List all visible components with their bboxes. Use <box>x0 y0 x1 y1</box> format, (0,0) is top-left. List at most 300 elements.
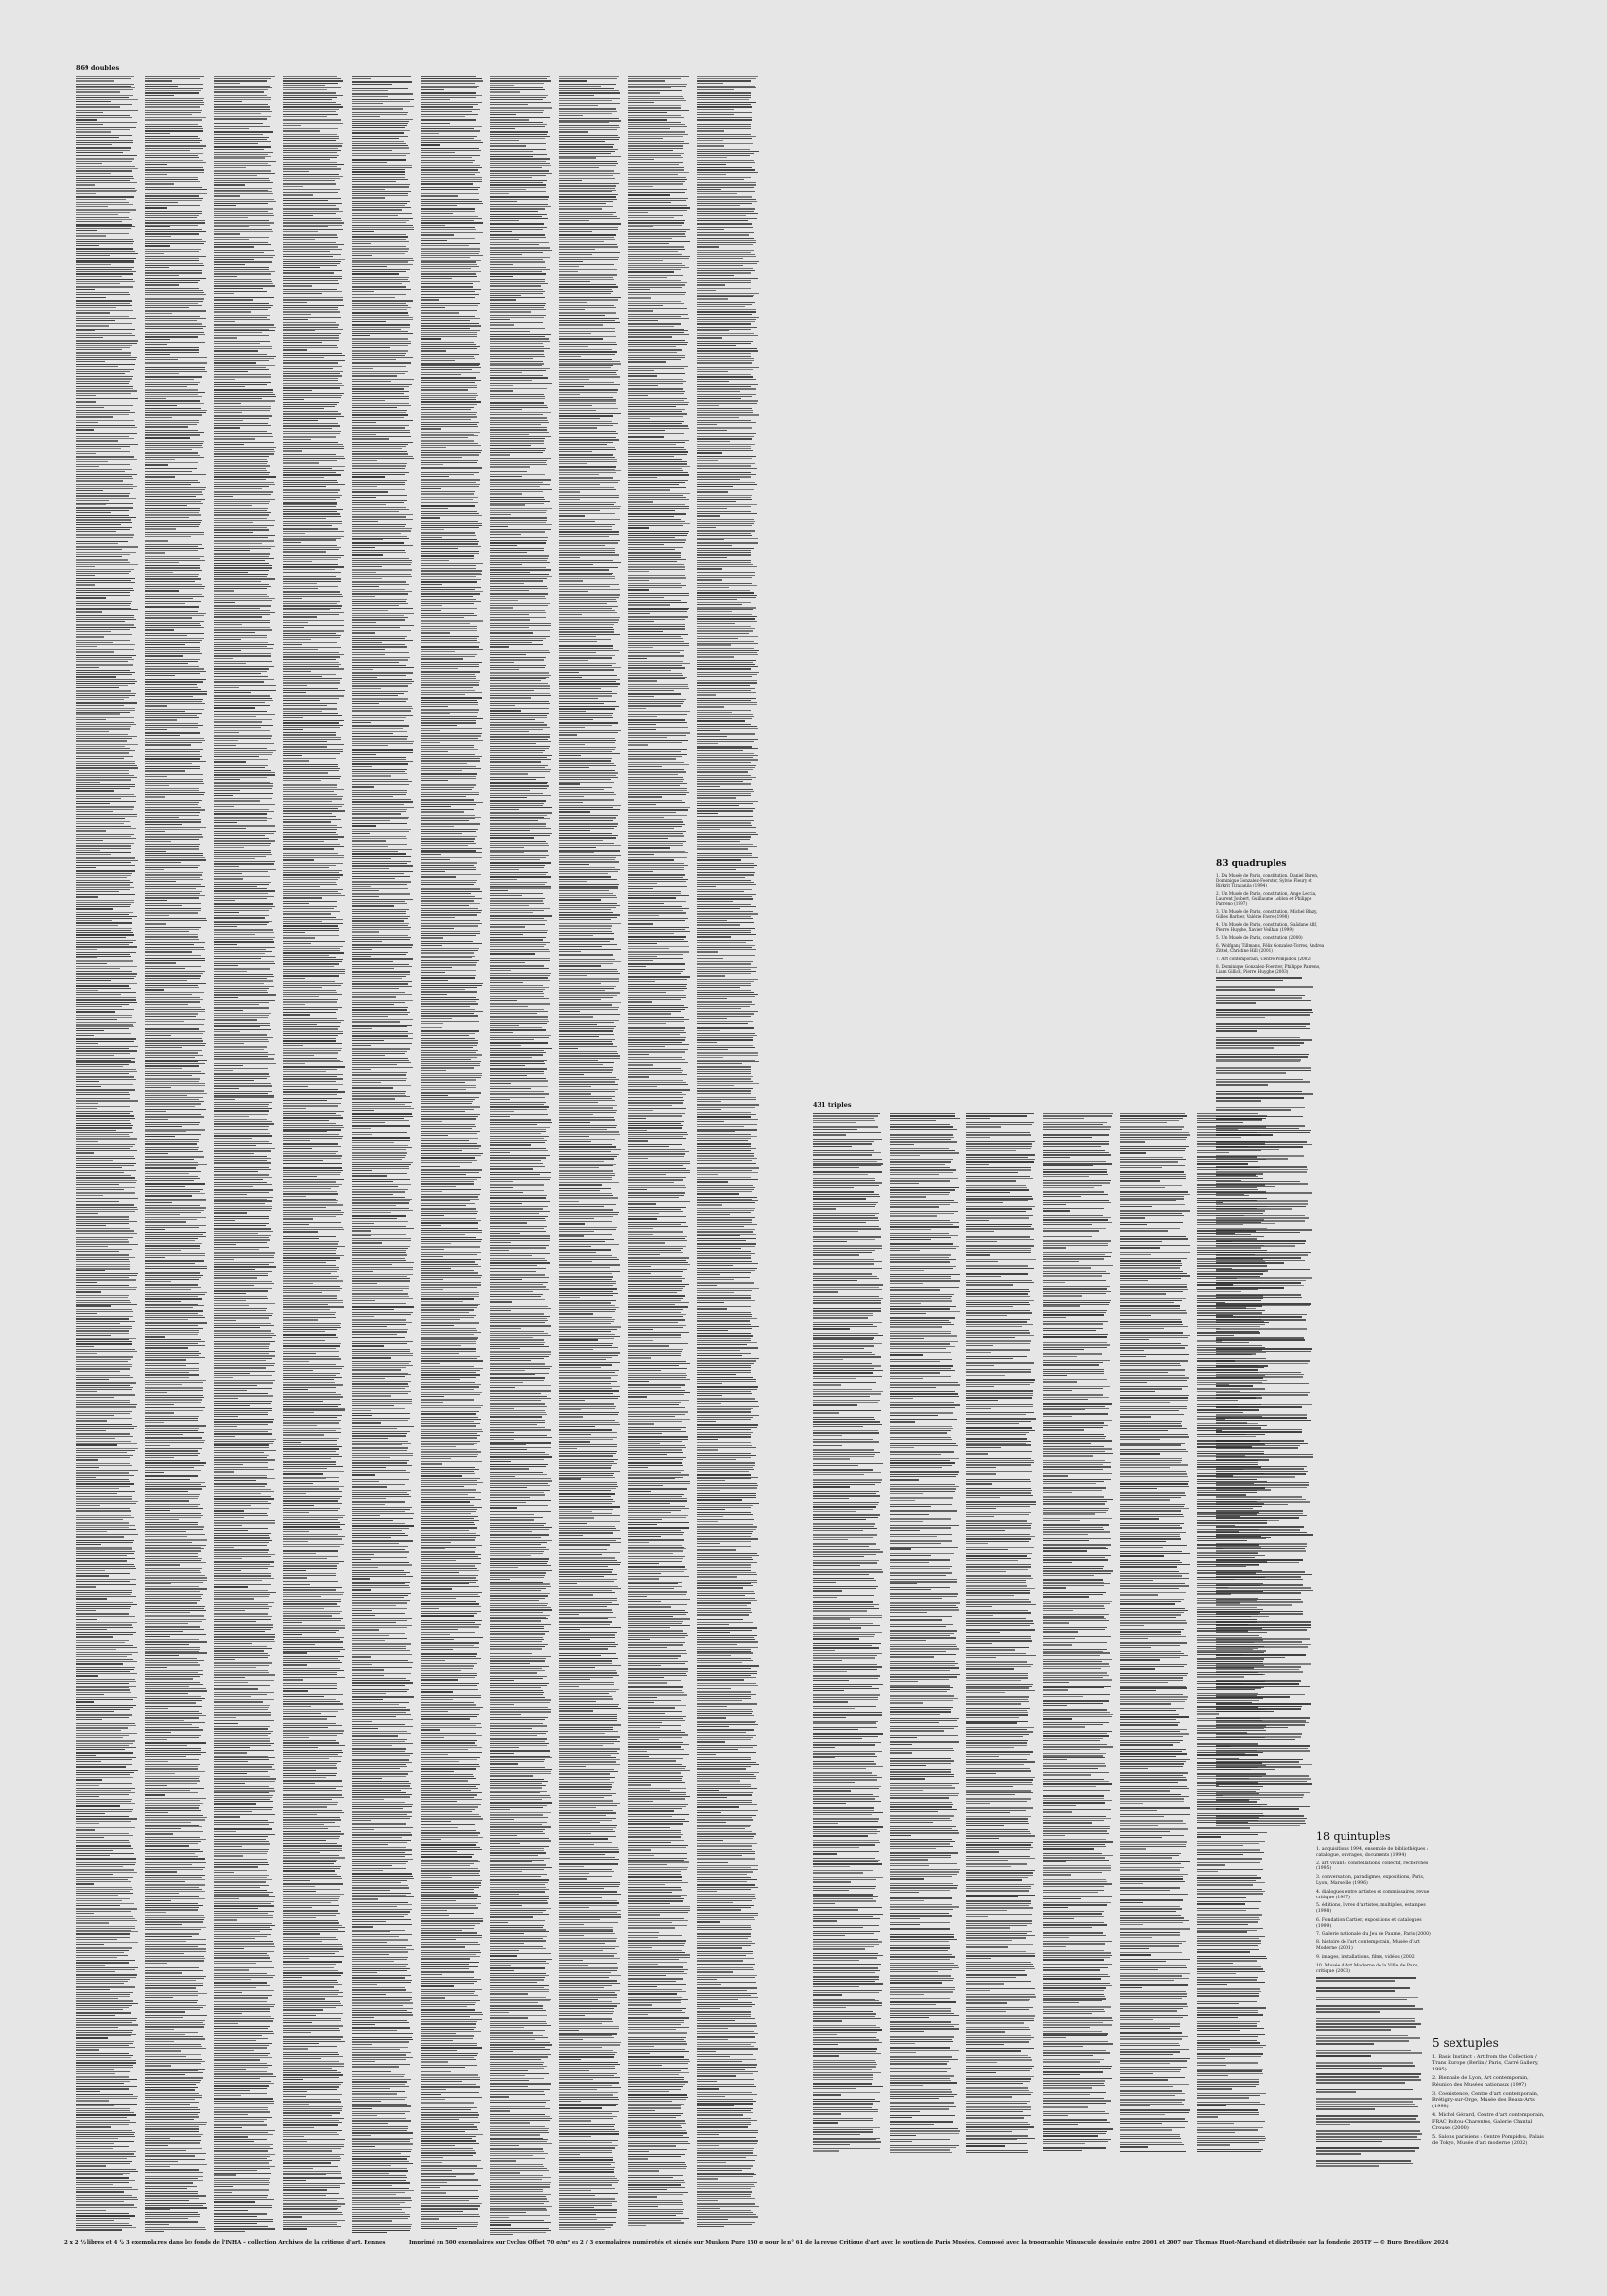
list-item <box>490 1385 552 1389</box>
list-item <box>283 102 345 113</box>
list-item <box>890 1559 960 1564</box>
list-item <box>145 2159 207 2163</box>
list-item <box>628 851 690 857</box>
list-item <box>697 1524 759 1535</box>
list-item <box>1120 1386 1190 1393</box>
list-item <box>214 1235 276 1246</box>
list-item <box>352 881 414 887</box>
list-item <box>813 1653 883 1662</box>
list-item <box>1043 1180 1113 1189</box>
list-item <box>697 408 759 419</box>
list-item <box>628 1874 690 1878</box>
list-item <box>76 1942 138 1946</box>
list-item <box>890 1159 960 1165</box>
list-item <box>697 1026 759 1032</box>
list-item <box>1120 2090 1190 2097</box>
list-item <box>214 1545 276 1548</box>
list-item <box>1120 1132 1190 1143</box>
list-item <box>214 95 276 104</box>
list-item <box>214 1885 276 1889</box>
list-item <box>559 1343 621 1352</box>
list-item <box>421 1842 483 1853</box>
list-item <box>283 1210 345 1221</box>
list-item <box>421 2065 483 2069</box>
list-item <box>283 1253 345 1264</box>
list-item <box>352 2149 414 2156</box>
list-item <box>283 703 345 707</box>
list-item <box>421 393 483 401</box>
list-item <box>145 2122 207 2133</box>
list-item <box>145 565 207 574</box>
list-item <box>283 2052 345 2061</box>
list-item <box>813 1761 883 1770</box>
list-item <box>490 204 552 213</box>
list-item <box>76 1316 138 1325</box>
list-item <box>76 826 138 833</box>
list-item <box>697 542 759 546</box>
list-item <box>697 940 759 944</box>
list-item <box>628 379 690 388</box>
list-item <box>1120 2032 1190 2040</box>
list-item <box>352 1490 414 1501</box>
list-item <box>559 1317 621 1326</box>
list-item <box>490 800 552 811</box>
list-item <box>421 1575 483 1585</box>
list-item <box>1216 1079 1313 1087</box>
list-item <box>145 2169 207 2175</box>
list-item <box>352 1987 414 1996</box>
list-item <box>490 1959 552 1967</box>
list-item <box>966 1273 1036 1278</box>
list-item <box>1043 1964 1113 1972</box>
list-item <box>966 1798 1036 1805</box>
list-item <box>628 177 690 188</box>
list-item <box>1043 1420 1113 1431</box>
list-item <box>628 1177 690 1184</box>
list-item <box>490 1420 552 1427</box>
list-item <box>813 2060 883 2070</box>
list-item <box>1197 1936 1267 1947</box>
list-item <box>421 2148 483 2159</box>
list-item <box>352 779 414 789</box>
list-item <box>145 1711 207 1722</box>
list-item <box>145 638 207 646</box>
list-item <box>490 1427 552 1434</box>
list-item <box>813 1727 883 1732</box>
list-item <box>1216 1440 1313 1449</box>
list-item <box>283 957 345 968</box>
list-item <box>145 1156 207 1160</box>
list-item <box>1197 2093 1267 2100</box>
list-item <box>490 1593 552 1602</box>
list-item <box>145 1183 207 1187</box>
list-item <box>490 143 552 147</box>
list-item <box>697 710 759 713</box>
list-item <box>283 844 345 851</box>
list-item <box>214 1814 276 1818</box>
list-item <box>966 1856 1036 1862</box>
list-item <box>283 1716 345 1720</box>
list-item <box>490 1226 552 1230</box>
list-item <box>890 1922 960 1927</box>
list-item <box>559 1437 621 1444</box>
list-item <box>490 303 552 314</box>
list-item <box>890 1572 960 1577</box>
list-item <box>890 1945 960 1952</box>
list-item <box>421 1563 483 1574</box>
list-item <box>145 1425 207 1436</box>
list-item <box>214 1133 276 1140</box>
list-item <box>697 2118 759 2129</box>
list-item <box>421 887 483 895</box>
list-item <box>559 447 621 454</box>
list-item <box>559 1836 621 1840</box>
list-item <box>490 1490 552 1499</box>
list-item <box>1216 1584 1313 1594</box>
list-item <box>490 644 552 648</box>
list-item <box>76 267 138 278</box>
list-item <box>490 122 552 131</box>
list-item <box>628 1236 690 1245</box>
list-item <box>421 1411 483 1415</box>
list-item <box>283 1866 345 1873</box>
list-item <box>559 2018 621 2025</box>
list-item <box>214 335 276 339</box>
list-item <box>421 136 483 147</box>
list-item <box>214 1590 276 1601</box>
list-item <box>1120 1343 1190 1352</box>
list-item <box>697 1627 759 1634</box>
list-item <box>214 1646 276 1652</box>
list-item <box>283 2094 345 2098</box>
list-item <box>890 1644 960 1652</box>
list-item <box>490 1858 552 1864</box>
list-item <box>697 1987 759 1991</box>
list-item <box>145 1109 207 1113</box>
list-item <box>966 2076 1036 2085</box>
list-item <box>490 2138 552 2148</box>
list-item <box>421 1449 483 1460</box>
list-item <box>490 672 552 682</box>
list-item <box>1120 1620 1190 1627</box>
list-item: 7. Galerie nationale du Jeu de Paume, Paris (2000) <box>1316 1931 1431 1937</box>
list-item <box>76 115 138 122</box>
list-item <box>145 2227 207 2234</box>
list-item <box>145 1225 207 1232</box>
list-item <box>352 2074 414 2078</box>
list-item <box>214 152 276 160</box>
list-item <box>76 1564 138 1573</box>
list-item <box>890 1510 960 1516</box>
list-item <box>145 532 207 539</box>
list-item <box>1197 2109 1267 2118</box>
list-item <box>559 1900 621 1909</box>
list-item <box>283 2035 345 2045</box>
list-item <box>813 2127 883 2136</box>
list-item <box>1120 1514 1190 1521</box>
list-item <box>352 1964 414 1974</box>
list-item <box>1043 1235 1113 1239</box>
list-item <box>283 162 345 173</box>
list-item <box>214 242 276 249</box>
list-item <box>813 1807 883 1816</box>
doubles-columns <box>76 76 759 2239</box>
list-item <box>214 1634 276 1645</box>
list-item <box>1043 1150 1113 1159</box>
list-item <box>214 666 276 675</box>
list-item <box>76 1364 138 1373</box>
list-item <box>628 1966 690 1977</box>
list-item <box>628 600 690 607</box>
list-item <box>76 1573 138 1577</box>
list-item <box>697 1153 759 1162</box>
list-item <box>214 2173 276 2176</box>
list-item <box>214 122 276 125</box>
list-item <box>559 1459 621 1470</box>
list-item <box>421 1021 483 1025</box>
list-item <box>214 199 276 208</box>
list-item <box>421 1259 483 1270</box>
list-item <box>890 2115 960 2120</box>
list-item <box>697 1951 759 1958</box>
list-item <box>559 1326 621 1333</box>
list-item <box>145 1162 207 1170</box>
list-item <box>145 606 207 609</box>
list-item <box>890 1220 960 1231</box>
list-item <box>145 389 207 400</box>
list-item <box>559 524 621 528</box>
list-item <box>283 695 345 702</box>
list-item <box>966 1390 1036 1401</box>
list-item <box>559 978 621 985</box>
list-item <box>490 1363 552 1372</box>
list-item <box>352 1811 414 1822</box>
quadruples-section <box>1216 859 1325 1832</box>
list-item <box>76 912 138 922</box>
list-item <box>813 1409 883 1415</box>
list-item <box>490 1985 552 1996</box>
list-item <box>76 1273 138 1284</box>
list-item <box>628 800 690 807</box>
list-item <box>966 1740 1036 1749</box>
list-item <box>628 1830 690 1839</box>
list-item <box>283 999 345 1006</box>
list-item <box>283 423 345 430</box>
list-item <box>214 1828 276 1832</box>
list-item <box>76 1640 138 1644</box>
list-item <box>283 1508 345 1514</box>
list-item <box>421 1966 483 1970</box>
list-item <box>559 2011 621 2018</box>
list-item <box>145 827 207 834</box>
list-item <box>283 1481 345 1485</box>
list-item <box>966 1994 1036 2004</box>
list-item <box>559 284 621 295</box>
list-item <box>214 1807 276 1814</box>
list-item <box>559 2129 621 2138</box>
list-item <box>214 1508 276 1512</box>
list-item <box>352 2168 414 2174</box>
list-item <box>1043 1890 1113 1895</box>
list-item <box>1120 1551 1190 1558</box>
list-item <box>697 1757 759 1760</box>
list-item <box>76 717 138 721</box>
list-item: 5. Un Musée de Paris, constitution (2000) <box>1216 935 1303 941</box>
list-item <box>214 1223 276 1227</box>
list-item <box>890 1134 960 1145</box>
list-item <box>76 966 138 970</box>
list-item <box>1120 1434 1190 1441</box>
text-column <box>283 76 345 2239</box>
list-item <box>559 234 621 243</box>
list-item <box>1043 1700 1113 1707</box>
list-item <box>628 447 690 458</box>
list-item <box>352 1258 414 1267</box>
list-item <box>145 754 207 765</box>
list-item <box>890 1975 960 1984</box>
list-item <box>145 1407 207 1415</box>
list-item <box>628 1049 690 1056</box>
quintuples-section <box>1316 1830 1431 2172</box>
list-item <box>352 524 414 535</box>
list-item <box>283 969 345 980</box>
list-item <box>628 624 690 633</box>
list-item <box>490 1517 552 1521</box>
list-item <box>559 1922 621 1926</box>
list-item <box>490 529 552 536</box>
list-item <box>352 853 414 860</box>
list-item <box>697 2042 759 2053</box>
list-item <box>214 1271 276 1280</box>
list-item <box>214 116 276 120</box>
list-item <box>283 1750 345 1760</box>
list-item <box>1120 1354 1190 1359</box>
list-item <box>145 1122 207 1129</box>
list-item <box>1120 1443 1190 1447</box>
list-item <box>628 2032 690 2035</box>
list-item <box>352 1131 414 1137</box>
list-item <box>352 436 414 440</box>
list-item <box>145 2087 207 2091</box>
list-item <box>421 1114 483 1123</box>
list-item <box>490 76 552 87</box>
list-item <box>352 153 414 159</box>
list-item <box>966 1349 1036 1354</box>
list-item <box>214 2081 276 2092</box>
list-item <box>283 1883 345 1887</box>
list-item <box>421 1304 483 1314</box>
list-item <box>890 1458 960 1469</box>
list-item <box>421 1932 483 1941</box>
list-item <box>1043 2066 1113 2076</box>
list-item <box>697 614 759 625</box>
list-item <box>1120 2003 1190 2012</box>
list-item <box>628 874 690 885</box>
list-item <box>559 1164 621 1170</box>
list-item <box>490 289 552 297</box>
list-item <box>352 1293 414 1302</box>
list-item <box>628 1017 690 1026</box>
list-item <box>559 2222 621 2231</box>
list-item <box>697 863 759 872</box>
list-item <box>697 1941 759 1950</box>
list-item <box>421 1009 483 1020</box>
list-item <box>145 1387 207 1394</box>
list-item <box>421 1282 483 1291</box>
list-item <box>559 2062 621 2072</box>
list-item <box>490 1339 552 1350</box>
list-item <box>966 1418 1036 1425</box>
list-item <box>628 1989 690 1996</box>
list-item <box>628 433 690 439</box>
list-item <box>145 1416 207 1425</box>
list-item <box>1120 1941 1190 1950</box>
list-item <box>145 452 207 461</box>
list-item <box>628 198 690 205</box>
list-item <box>1043 1941 1113 1948</box>
list-item <box>76 104 138 108</box>
list-item <box>1216 1429 1313 1437</box>
section-title-quadruples: 83 quadruples <box>1216 859 1287 869</box>
list-item <box>421 467 483 470</box>
list-item <box>352 119 414 129</box>
list-item <box>490 267 552 278</box>
list-item <box>352 403 414 410</box>
list-item <box>145 1976 207 1983</box>
list-item <box>1216 995 1313 1005</box>
list-item <box>283 816 345 824</box>
list-item <box>352 1689 414 1696</box>
list-item <box>490 346 552 353</box>
list-item <box>697 880 759 888</box>
list-item <box>890 1376 960 1381</box>
list-item <box>145 699 207 708</box>
list-item <box>145 983 207 991</box>
list-item <box>1197 1956 1267 1965</box>
list-item <box>966 1154 1036 1165</box>
list-item <box>890 1987 960 1996</box>
list-item <box>352 2047 414 2051</box>
list-item <box>283 906 345 910</box>
list-item <box>283 2046 345 2050</box>
list-item <box>813 1751 883 1759</box>
list-item <box>697 1353 759 1357</box>
list-item <box>628 1604 690 1608</box>
list-item <box>966 1438 1036 1448</box>
list-item <box>76 578 138 587</box>
list-item <box>628 205 690 214</box>
list-item <box>76 794 138 801</box>
list-item <box>145 1199 207 1205</box>
list-item <box>352 2138 414 2148</box>
list-item <box>421 960 483 969</box>
list-item <box>214 1685 276 1691</box>
list-item <box>214 1091 276 1101</box>
text-column <box>352 76 414 2239</box>
list-item <box>145 918 207 926</box>
list-item <box>490 180 552 191</box>
list-item <box>1197 2007 1267 2018</box>
list-item <box>352 1924 414 1928</box>
list-item <box>421 1757 483 1763</box>
list-item <box>559 487 621 494</box>
list-item <box>145 1575 207 1585</box>
list-item <box>214 1323 276 1330</box>
list-item <box>813 1491 883 1500</box>
list-item <box>76 834 138 843</box>
list-item <box>966 1585 1036 1596</box>
list-item <box>421 294 483 302</box>
